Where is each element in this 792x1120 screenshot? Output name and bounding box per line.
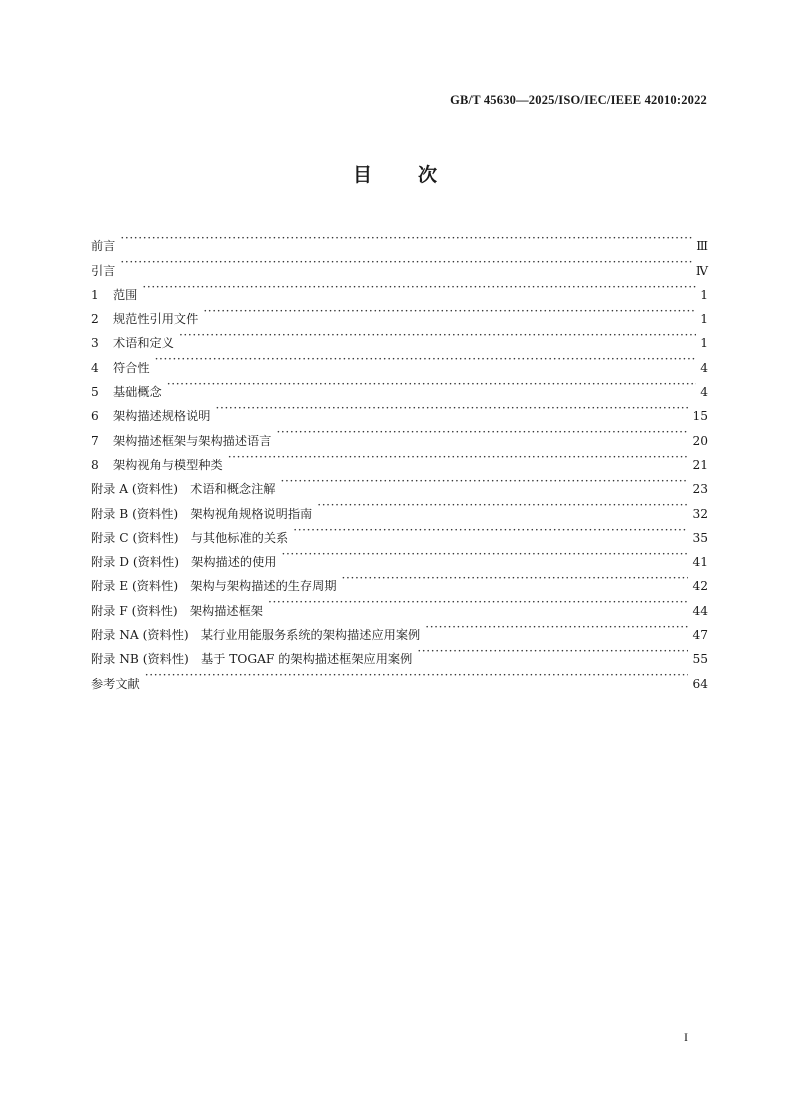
toc-entry-page: 35 [692,530,708,545]
toc-entry-title: 范围 [113,287,138,302]
toc-entry[interactable] [91,347,708,375]
leader-dots [118,226,692,250]
toc-entry-page: 1 [700,312,708,327]
toc-entry-page: Ⅲ [696,239,708,254]
toc-entry-title: 附录 C (资料性) 与其他标准的关系 [91,530,289,545]
toc-entry-number: 8 [91,457,99,472]
toc-entry-label [91,453,226,477]
toc-entry-title: 架构描述规格说明 [113,409,211,424]
leader-dots [165,372,696,396]
toc-entry-title: 附录 E (资料性) 架构与架构描述的生存周期 [91,579,337,594]
toc-entry-page: 55 [692,652,708,667]
toc-entry[interactable] [91,372,708,400]
toc-entry-number: 1 [91,287,99,302]
standard-code: GB/T 45630—2025/ISO/IEC/IEEE 42010:2022 [450,93,707,107]
toc-entry[interactable] [91,396,708,424]
leader-dots [279,469,689,493]
toc-entry-label [91,404,214,428]
toc-entry-title: 符合性 [113,360,150,375]
toc-entry-label [91,380,165,404]
leader-dots [274,420,688,444]
toc-entry-title: 术语和定义 [113,336,174,351]
toc-entry[interactable] [91,275,708,302]
toc-entry-title: 架构描述框架与架构描述语言 [113,433,272,448]
toc-entry-page: 23 [692,482,708,497]
toc-entry[interactable] [91,323,708,351]
toc-entry-title: 参考文献 [91,676,140,691]
toc-entry-number: 5 [91,385,99,400]
toc-entry-title: 引言 [91,263,116,278]
leader-dots [415,639,688,663]
toc-entry-number: 2 [91,312,99,327]
toc-entry[interactable] [91,250,708,278]
toc-entry-title: 前言 [91,239,116,254]
toc-entry-label [91,234,118,258]
leader-dots [214,396,689,420]
page-title [0,160,792,187]
toc-entry-page: 21 [692,457,708,472]
leader-dots [291,518,688,542]
toc-entry-label [91,672,143,696]
toc-entry-label [91,502,315,526]
leader-dots [140,275,696,299]
leader-dots [266,590,689,614]
toc-entry-label [91,356,153,380]
toc-entry-label [91,623,423,647]
toc-entry-page: 4 [700,360,708,375]
toc-entry-label [91,259,118,283]
leader-dots [340,566,689,590]
toc-entry-title: 附录 B (资料性) 架构视角规格说明指南 [91,506,313,521]
leader-dots [118,250,691,274]
leader-dots [279,542,688,566]
toc-entry-number: 6 [91,409,99,424]
toc-entry-title: 附录 F (资料性) 架构描述框架 [91,603,263,618]
toc-entry-page: 41 [692,555,708,570]
toc-entry-label [91,599,266,623]
toc-entry-label [91,283,140,307]
leader-dots [226,445,689,469]
toc-entry-page: Ⅳ [695,263,708,278]
toc-entry-label [91,526,291,550]
toc-entry-label [91,477,279,501]
toc-entry-page: 64 [692,676,708,691]
toc-entry-title: 架构视角与模型种类 [113,457,223,472]
toc-entry-page: 20 [692,433,708,448]
toc-entry[interactable] [91,226,708,254]
toc-entry-title: 附录 NA (资料性) 某行业用能服务系统的架构描述应用案例 [91,628,421,643]
toc-entry-title: 规范性引用文件 [113,312,199,327]
leader-dots [177,323,696,347]
title-part-2: 次 [418,164,440,186]
toc-entry-page: 47 [692,628,708,643]
toc-entry-number: 4 [91,360,99,375]
toc-entry-page: 1 [700,287,708,302]
toc-entry-title: 附录 NB (资料性) 基于 TOGAF 的架构描述框架应用案例 [91,652,413,667]
toc-entry-page: 44 [692,603,708,618]
toc-entry-page: 4 [700,385,708,400]
table-of-contents [91,226,708,691]
toc-entry[interactable] [91,663,708,691]
toc-entry-label [91,550,279,574]
leader-dots [315,493,688,517]
toc-entry-title: 附录 A (资料性) 术语和概念注解 [91,482,276,497]
toc-entry-number: 3 [91,336,99,351]
toc-entry-page: 42 [692,579,708,594]
toc-entry-number: 7 [91,433,99,448]
toc-entry-page: 32 [692,506,708,521]
leader-dots [143,663,689,687]
toc-entry-title: 附录 D (资料性) 架构描述的使用 [91,555,277,570]
toc-entry-title: 基础概念 [113,385,162,400]
toc-entry[interactable] [91,299,708,327]
toc-entry-page: 15 [692,409,708,424]
toc-entry-page: 1 [700,336,708,351]
leader-dots [423,615,688,639]
leader-dots [201,299,696,323]
leader-dots [153,347,697,371]
title-part-1: 目 [352,164,374,186]
page-number: I [684,1030,688,1044]
